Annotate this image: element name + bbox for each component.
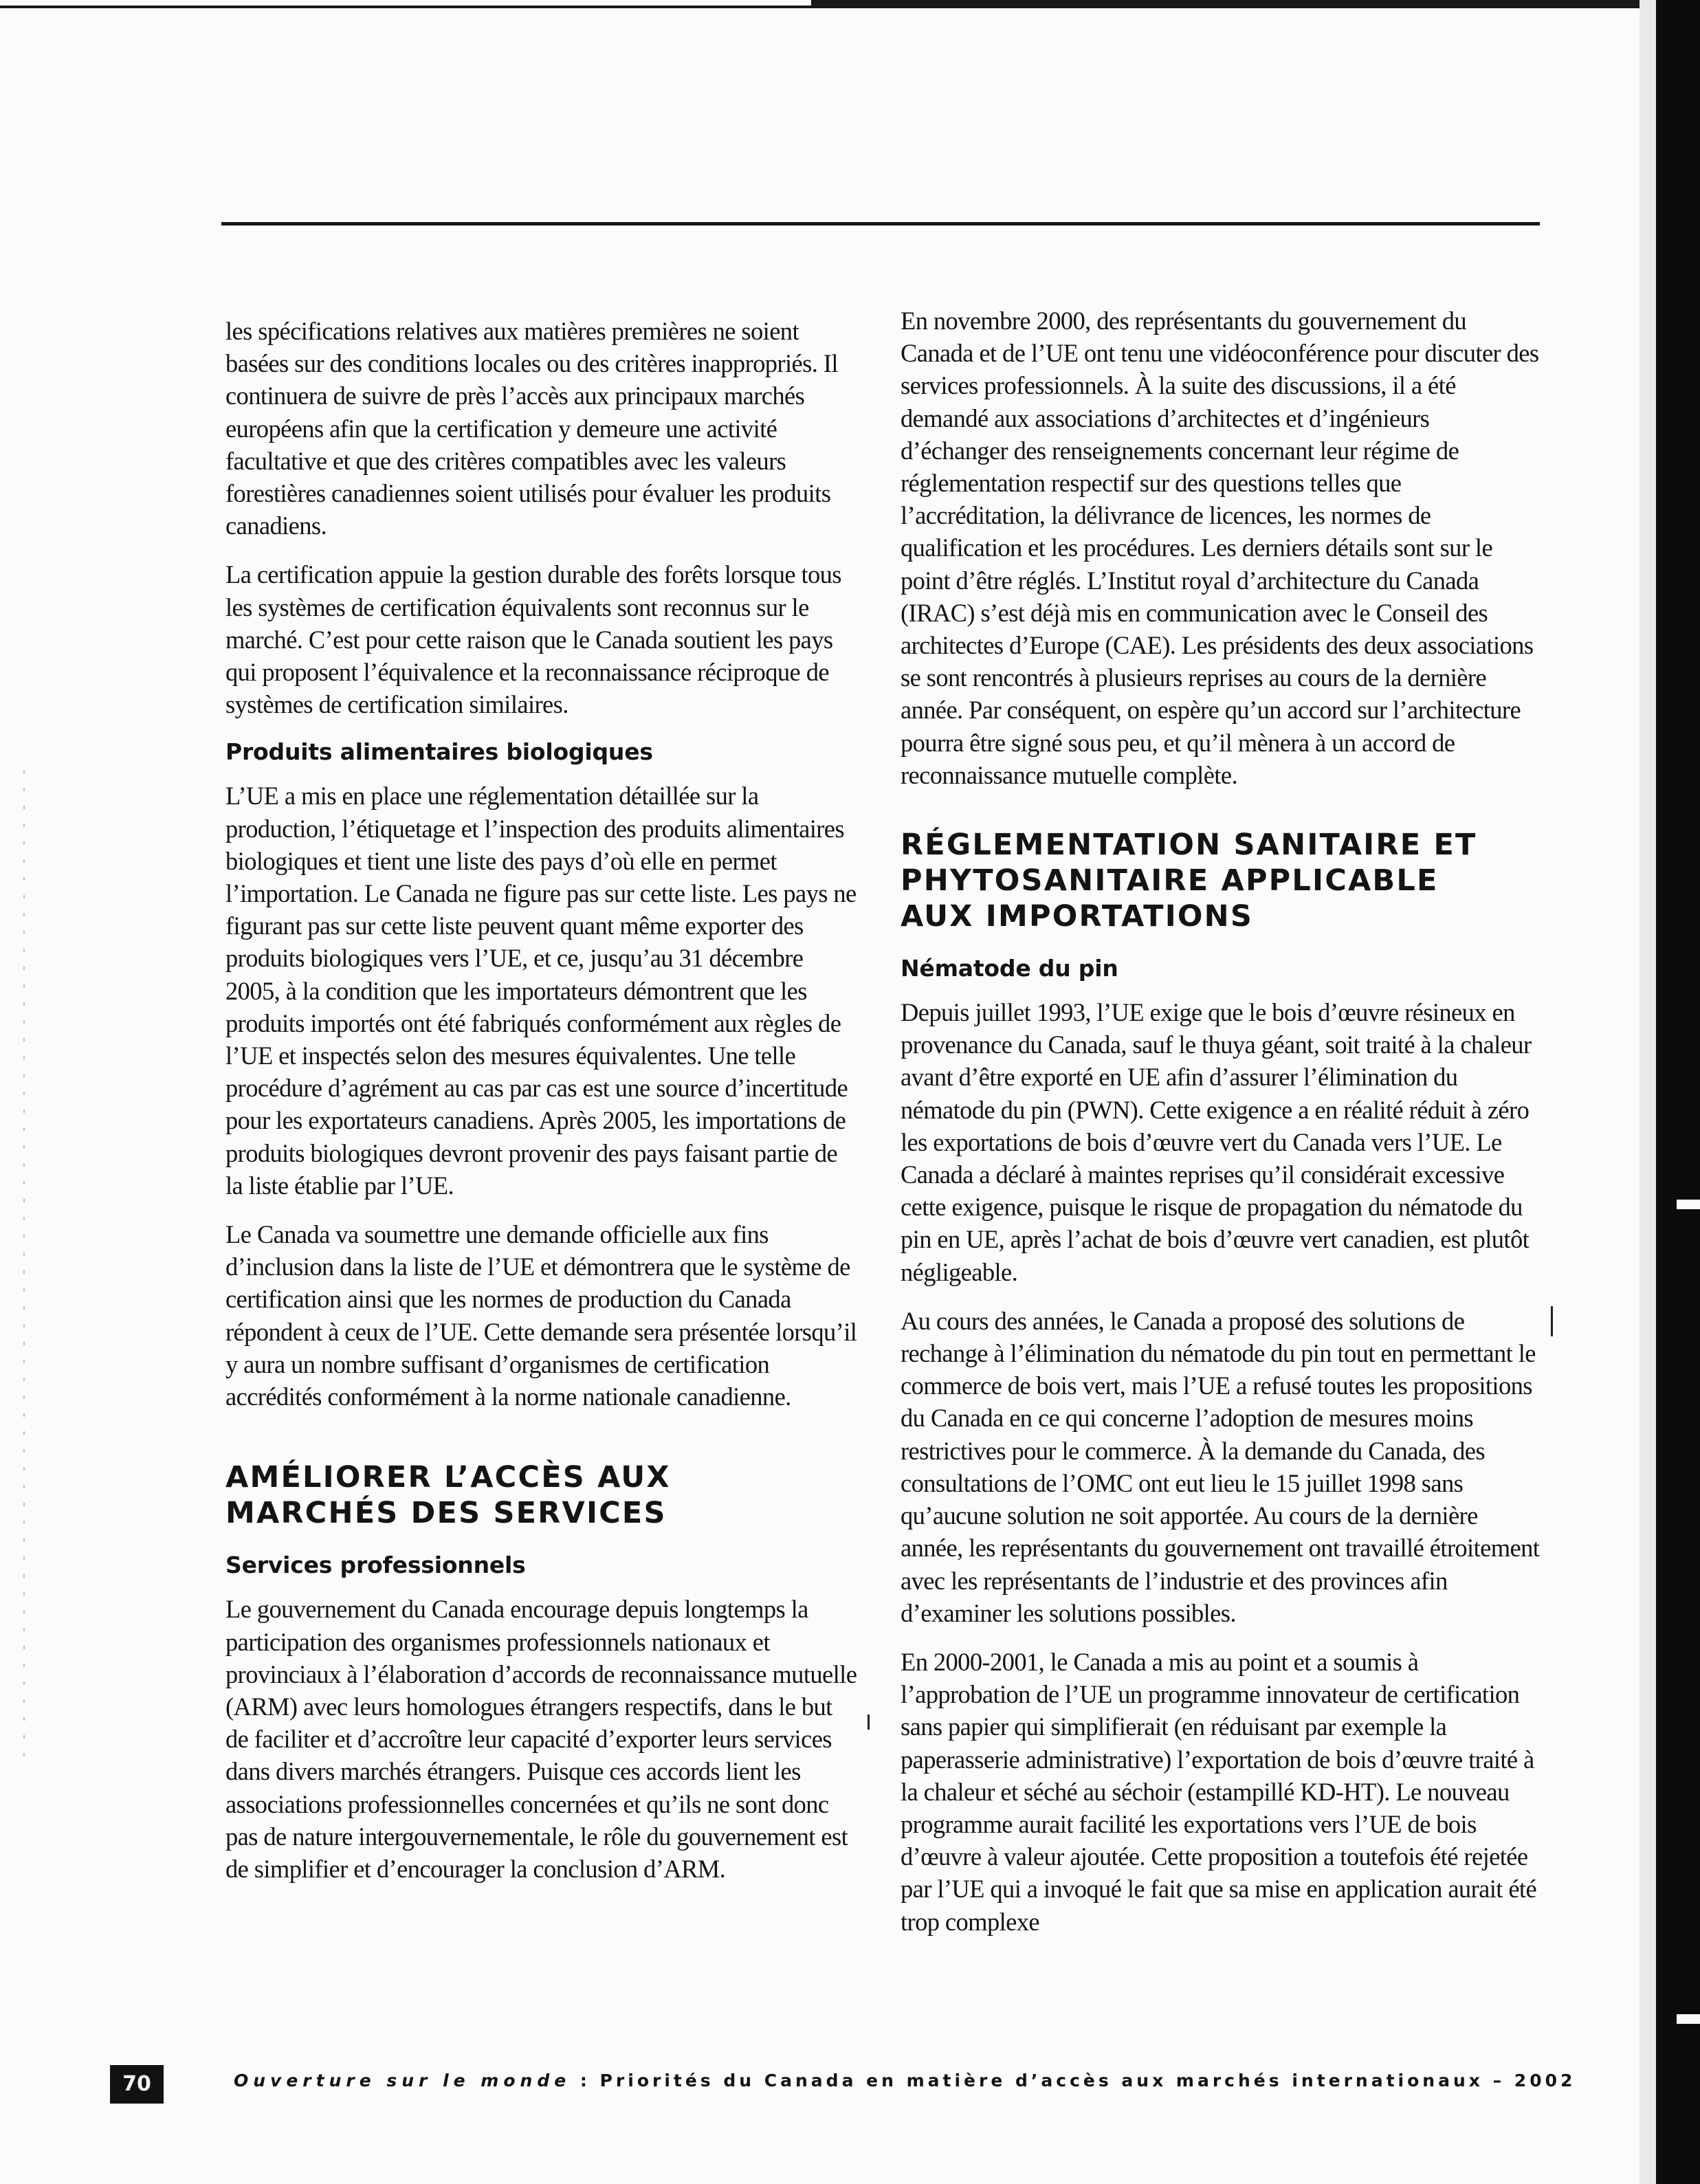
scan-mark — [1677, 2014, 1700, 2024]
page-number: 70 — [110, 2065, 164, 2104]
running-footer — [234, 2071, 1576, 2091]
publication-title: Ouverture sur le monde — [234, 2071, 571, 2091]
heading-line: MARCHÉS DES SERVICES — [225, 1496, 667, 1531]
right-column — [901, 305, 1541, 1954]
paragraph: Le Canada va soumettre une demande officielle aux fins d’inclusion dans la liste de l’UE et démontrera que le système de certification ainsi que les normes de production du Canada répondent à ceux de l’UE. Cette demande sera présentée lorsqu’il y aura un nombre suffisant d’organismes de certification accrédités conformément à la norme nationale canadienne. — [225, 1220, 857, 1411]
heading-line: AMÉLIORER L’ACCÈS AUX — [225, 1460, 671, 1495]
paragraph: L’UE a mis en place une réglementation détaillée sur la production, l’étiquetage et l’inspection des produits alimentaires biologiques et tient une liste des pays d’où elle en permet l’importation. Le Canada ne figure pas sur cette liste. Les pays ne figurant pas sur cette liste peuvent quant même exporter des produits biologiques vers l’UE, et ce, jusqu’au 31 décembre 2005, à la condition que les importateurs démontrent que les produits importés ont été fabriqués conformément aux règles de l’UE et inspectés selon des mesures équivalentes. Une telle procédure d’agrément au cas par cas est une source d’incertitude pour les exportateurs canadiens. Après 2005, les importations de produits biologiques devront provenir des pays faisant partie de la liste établie par l’UE. — [225, 782, 857, 1200]
binding-dots — [23, 770, 25, 1760]
paragraph: En novembre 2000, des représentants du gouvernement du Canada et de l’UE ont tenu une vidéoconférence pour discuter des services professionnels. À la suite des discussions, il a été demandé aux associations d’architectes et d’ingénieurs d’échanger des renseignements concernant leur régime de réglementation respectif sur des questions telles que l’accréditation, la délivrance de licences, les normes de qualification et les procédures. Les derniers détails sont sur le point d’être réglés. L’Institut royal d’architecture du Canada (IRAC) s’est déjà mis en communication avec le Conseil des architectes d’Europe (CAE). Les présidents des deux associations se sont rencontrés à plusieurs reprises au cours de la dernière année. Par conséquent, on espère qu’un accord sur l’architecture pourra être signé sous peu, et qu’il mènera à un accord de reconnaissance mutuelle complète. — [901, 307, 1539, 789]
paragraph: Le gouvernement du Canada encourage depuis longtemps la participation des organismes professionnels nationaux et provinciaux à l’élaboration d’accords de reconnaissance mutuelle (ARM) avec leurs homologues étrangers respectifs, dans le but de faciliter et d’accroître leur capacité d’exporter leurs services dans divers marchés étrangers. Puisque ces accords lient les associations professionnelles concernées et qu’ils ne sont donc pas de nature intergouvernementale, le rôle du gouvernement est de simplifier et d’encourager la conclusion d’ARM. — [225, 1595, 857, 1883]
paragraph: Au cours des années, le Canada a proposé des solutions de rechange à l’élimination du nématode du pin tout en permettant le commerce de bois vert, mais l’UE a refusé toutes les propositions du Canada en ce qui concerne l’adoption de mesures moins restrictives pour le commerce. À la demande du Canada, des consultations de l’OMC ont eut lieu le 15 juillet 1998 sans qu’aucune solution ne soit apportée. Au cours de la dernière année, les représentants du gouvernement ont travaillé étroitement avec les représentants de l’industrie et des provinces afin d’examiner les solutions possibles. — [901, 1306, 1540, 1627]
scan-right-strip — [1640, 0, 1656, 2184]
paragraph: les spécifications relatives aux matières premières ne soient basées sur des conditions locales ou des critères inappropriés. Il continuera de suivre de près l’accès aux principaux marchés européens afin que la certification y demeure une activité facultative et que des critères compatibles avec les valeurs forestières canadiennes soient utilisés pour évaluer les produits canadiens. — [225, 317, 838, 540]
margin-revision-mark — [1551, 1306, 1553, 1336]
heading-line: RÉGLEMENTATION SANITAIRE ET — [901, 828, 1477, 863]
subheading-professional-services: Services professionnels — [225, 1552, 526, 1579]
scan-right-edge — [1656, 0, 1700, 2184]
section-heading-sanitary-regulation — [901, 827, 1541, 934]
publication-subtitle: : Priorités du Canada en matière d’accès aux marchés internationaux – 2002 — [579, 2071, 1576, 2091]
subheading-organic-food: Produits alimentaires biologiques — [225, 738, 653, 766]
section-heading-services-access — [225, 1459, 858, 1531]
subheading-pine-nematode: Nématode du pin — [901, 955, 1118, 982]
heading-line: PHYTOSANITAIRE APPLICABLE — [901, 863, 1439, 898]
heading-line: AUX IMPORTATIONS — [901, 899, 1254, 934]
header-rule — [221, 222, 1540, 225]
paragraph: La certification appuie la gestion durable des forêts lorsque tous les systèmes de certification équivalents sont reconnus sur le marché. C’est pour cette raison que le Canada soutient les pays qui proposent l’équivalence et la reconnaissance réciproque de systèmes de certification similaires. — [225, 560, 841, 719]
left-column — [225, 315, 858, 1901]
scan-mark — [1677, 1200, 1700, 1209]
scan-top-notch — [0, 0, 811, 5]
paragraph: En 2000-2001, le Canada a mis au point et a soumis à l’approbation de l’UE un programme innovateur de certification sans papier qui simplifierait (en réduisant par exemple la paperasserie administrative) l’exportation de bois d’œuvre traité à la chaleur et séché au séchoir (estampillé KD-HT). Le nouveau programme aurait facilité les exportations vers l’UE de bois d’œuvre à valeur ajoutée. Cette proposition a toutefois été rejetée par l’UE qui a invoqué le fait que sa mise en application aurait été trop complexe — [901, 1647, 1537, 1936]
margin-revision-mark — [868, 1714, 870, 1730]
paragraph: Depuis juillet 1993, l’UE exige que le bois d’œuvre résineux en provenance du Canada, sauf le thuya géant, soit traité à la chaleur avant d’être exporté en UE afin d’assurer l’élimination du nématode du pin (PWN). Cette exigence a en réalité réduit à zéro les exportations de bois d’œuvre vert du Canada vers l’UE. Le Canada a déclaré à maintes reprises qu’il considérait excessive cette exigence, puisque le risque de propagation du nématode du pin en UE, après l’achat de bois d’œuvre vert canadien, est plutôt négligeable. — [901, 998, 1532, 1286]
